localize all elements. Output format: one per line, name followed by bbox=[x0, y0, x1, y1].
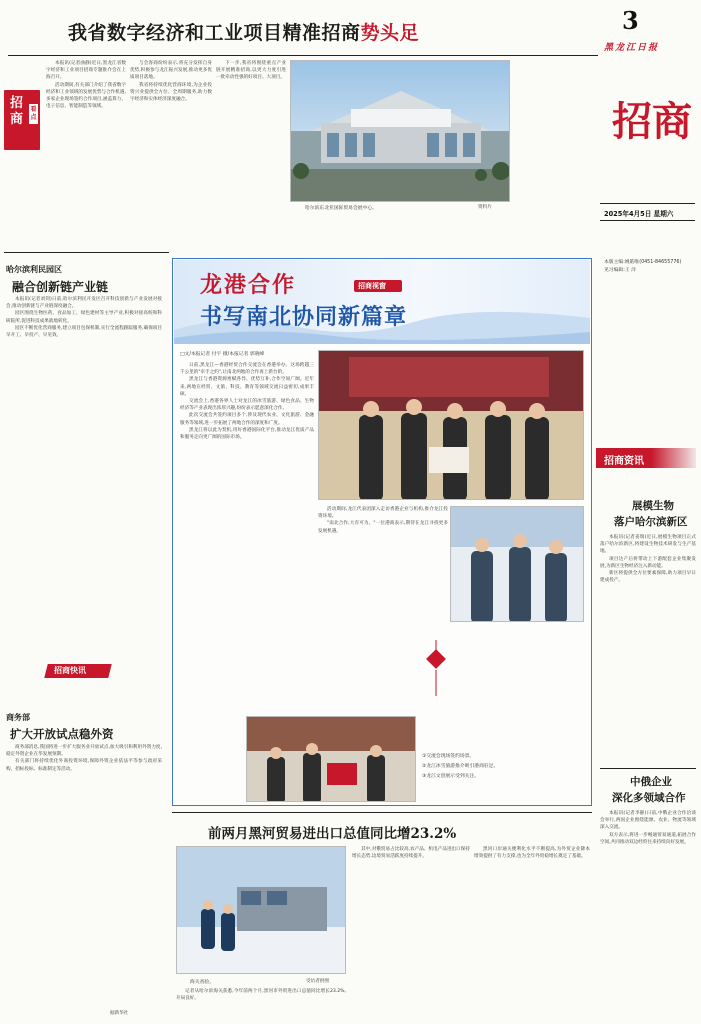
exhibition-hall-photo bbox=[290, 60, 510, 202]
paragraph: 与会客商纷纷表示,将充分发挥自身优势,积极参与龙江振兴发展,推动更多优质项目落地。 bbox=[130, 61, 212, 81]
top-photo-caption: 哈尔滨东北亚国际贸易会展中心。 bbox=[305, 206, 377, 211]
paragraph: 记者从哈尔滨海关获悉,今年前两个月,黑河市外贸进出口总值同比增长23.2%,开局良好。 bbox=[176, 989, 346, 1002]
chinese-knot-icon bbox=[426, 640, 446, 696]
feature-body bbox=[180, 362, 314, 776]
paragraph: 园区围绕生物医药、食品加工、绿色建材等主导产业,积极对接高校和科研院所,促进科技成果就地转化。 bbox=[6, 311, 162, 324]
paragraph: 活动期间,龙江代表团深入走访香港企业与机构,推介龙江投资环境。 bbox=[318, 507, 448, 520]
quick-news-label: 招商快讯 bbox=[54, 666, 86, 675]
right-column-label: 招商资讯 bbox=[604, 456, 644, 467]
editor-line: 本版主编:姚皓唯(0451-84655776) bbox=[604, 260, 682, 265]
paragraph: 交流会上,香港各界人士对龙江的冰雪旅游、绿色食品、生物经济等产业表现出浓厚兴趣,纷纷表示愿意深化合作。 bbox=[180, 399, 314, 412]
paper-logo: 黑龙江日报 bbox=[604, 43, 660, 53]
right-story1-body bbox=[600, 534, 696, 766]
paragraph: 有关部门将持续优化外商投资环境,保障外资企业依法平等参与政府采购、招标投标、标准制定等活动。 bbox=[6, 759, 162, 772]
paragraph: 日前,黑龙江—香港经贸合作交流会在香港举办。这场跨越三千公里的"牵手之约",让南北两地的合作再上新台阶。 bbox=[180, 363, 314, 376]
right-story1-headline: 展模生物 bbox=[632, 500, 674, 512]
quick-news-body bbox=[6, 744, 162, 1006]
paragraph: 我省将持续优化营商环境,为企业投资兴业提供全方位、全周期服务,助力数字经济和实体经济深度融合。 bbox=[130, 82, 212, 103]
side-tab-left-label: 招商 bbox=[10, 96, 24, 127]
paragraph: 黑龙江与香港资源禀赋各异、优势互补,合作空间广阔。近年来,两地在经贸、文旅、科技、教育等领域交流日益密切,成果丰硕。 bbox=[180, 377, 314, 397]
paragraph: 本报讯(记者刘剑)日前,哈尔滨利民开发区召开科技创新与产业发展对接会,推动创新链与产业链深度融合。 bbox=[6, 297, 162, 310]
feature-caption: ③龙江文创展示受到关注。 bbox=[422, 774, 480, 779]
quick-news-kicker: 商务部 bbox=[6, 713, 30, 722]
bottom-photo-credit: 受访者供图 bbox=[306, 979, 329, 984]
feature-badge: 招商视窗 bbox=[358, 282, 386, 290]
right-story2-headline: 深化多领域合作 bbox=[612, 792, 686, 804]
left-story-body bbox=[6, 296, 162, 662]
feature-caption: ②龙江冰雪旅游推介吸引港商驻足。 bbox=[422, 764, 499, 769]
paragraph: 本报讯(记者姜瑞)近日,展模生物项目正式落户哈尔滨新区,将建设生物技术研发与生产基地。 bbox=[600, 535, 696, 555]
right-story1-headline: 落户哈尔滨新区 bbox=[614, 516, 688, 528]
right-story2-headline: 中俄企业 bbox=[630, 776, 672, 788]
top-headline: 我省数字经济和工业项目精准招商势头足 bbox=[68, 22, 420, 44]
top-story-col3 bbox=[216, 60, 286, 246]
bottom-story-headline: 前两月黑河贸易进出口总值同比增23.2% bbox=[208, 826, 457, 842]
paragraph: 本报讯(记者李静)日前,中俄企业合作洽谈会举行,两国企业围绕能源、农业、物流等领域深入交流。 bbox=[600, 811, 696, 831]
paragraph: 此次交流会共签约项目多个,涉及现代农业、文化旅游、金融服务等领域,进一步拓展了两地合作的深度和广度。 bbox=[180, 413, 314, 426]
paragraph: 活动期间,有关部门介绍了我省数字经济和工业领域的发展优势与合作机遇,多家企业现场签约合作项目,涵盖算力、电子信息、智能制造等领域。 bbox=[46, 82, 126, 110]
side-tab-right-label: 看点 bbox=[29, 104, 38, 124]
bottom-story-body-left bbox=[176, 988, 346, 1020]
paragraph: 项目达产后将带动上下游配套企业集聚发展,为新区生物经济注入新动能。 bbox=[600, 556, 696, 569]
paragraph: 双方表示,将进一步畅通贸易通道,拓展合作空间,共同推动双边经贸往来持续向好发展。 bbox=[600, 832, 696, 845]
feature-byline: □文/本报记者 付宇 摄/本报记者 郭晓峰 bbox=[180, 352, 265, 357]
bottom-story-body-mid bbox=[352, 846, 470, 1018]
left-story-headline: 融合创新链产业链 bbox=[12, 280, 109, 294]
top-photo-credit: 资料片 bbox=[478, 205, 492, 210]
feature-photo-signing bbox=[318, 350, 584, 500]
feature-photo-culture bbox=[246, 716, 416, 802]
bottom-photo-caption: 海关查验。 bbox=[190, 980, 214, 985]
paragraph: 黑龙江将以此为契机,用好香港国际化平台,推动龙江优质产品和服务走向更广阔的国际市场。 bbox=[180, 427, 314, 441]
date-line: 2025年4月5日 星期六 bbox=[604, 210, 674, 218]
paragraph: 本报讯(记者曲静)近日,黑龙江省数字经济和工业项目招商专题推介会在上海召开。 bbox=[46, 61, 126, 81]
paragraph: 其中,对俄贸易占比较高,农产品、机电产品进出口保持增长态势,边境贸易活跃度持续提升。 bbox=[352, 847, 470, 860]
top-story-col2 bbox=[130, 60, 212, 246]
left-story-kicker: 哈尔滨利民园区 bbox=[6, 265, 62, 274]
section-side-tab bbox=[4, 90, 40, 150]
feature-caption: ①交流会现场签约场景。 bbox=[422, 754, 475, 759]
feature-photo-tourism bbox=[450, 506, 584, 622]
quick-news-headline: 扩大开放试点稳外资 bbox=[10, 727, 114, 741]
top-story-col1 bbox=[46, 60, 126, 246]
right-story2-body bbox=[600, 810, 696, 1016]
feature-title-line2: 书写南北协同新篇章 bbox=[200, 304, 408, 330]
top-headline-bar bbox=[8, 8, 598, 56]
paragraph: 黑河口岸通关便利化水平不断提高,为外贸企业降本增效提供了有力支撑,也为全年外贸稳增长奠定了基础。 bbox=[474, 847, 590, 860]
paragraph: 下一步,我省将围绕重点产业链开展精准招商,以更大力度引进一批牵动性强的好项目、大项目。 bbox=[216, 61, 286, 81]
editor-line: 见习编辑:王 洋 bbox=[604, 268, 636, 273]
bottom-story-photo bbox=[176, 846, 346, 974]
feature-title-line1: 龙港合作 bbox=[200, 272, 297, 298]
section-big-title: 招商 bbox=[612, 98, 692, 145]
paragraph: "南北合作,大有可为。"一位港商表示,期待在龙江寻找更多发展机遇。 bbox=[318, 521, 448, 534]
feature-captions bbox=[422, 752, 582, 782]
paragraph: 商务部消息,我国将进一步扩大服务业开放试点,加大吸引和利用外资力度,稳定外资企业在华发展预期。 bbox=[6, 745, 162, 758]
page-number: 3 bbox=[622, 6, 639, 35]
quick-news-credit: 据新华社 bbox=[110, 1011, 129, 1016]
paragraph: 园区不断优化营商服务,建立项目包保机制,实行全流程跟踪服务,确保项目早开工、早投产、早见效。 bbox=[6, 325, 162, 339]
paragraph: 新区将提供全方位要素保障,助力项目早日建成投产。 bbox=[600, 571, 696, 584]
bottom-story-body-right bbox=[474, 846, 590, 1018]
